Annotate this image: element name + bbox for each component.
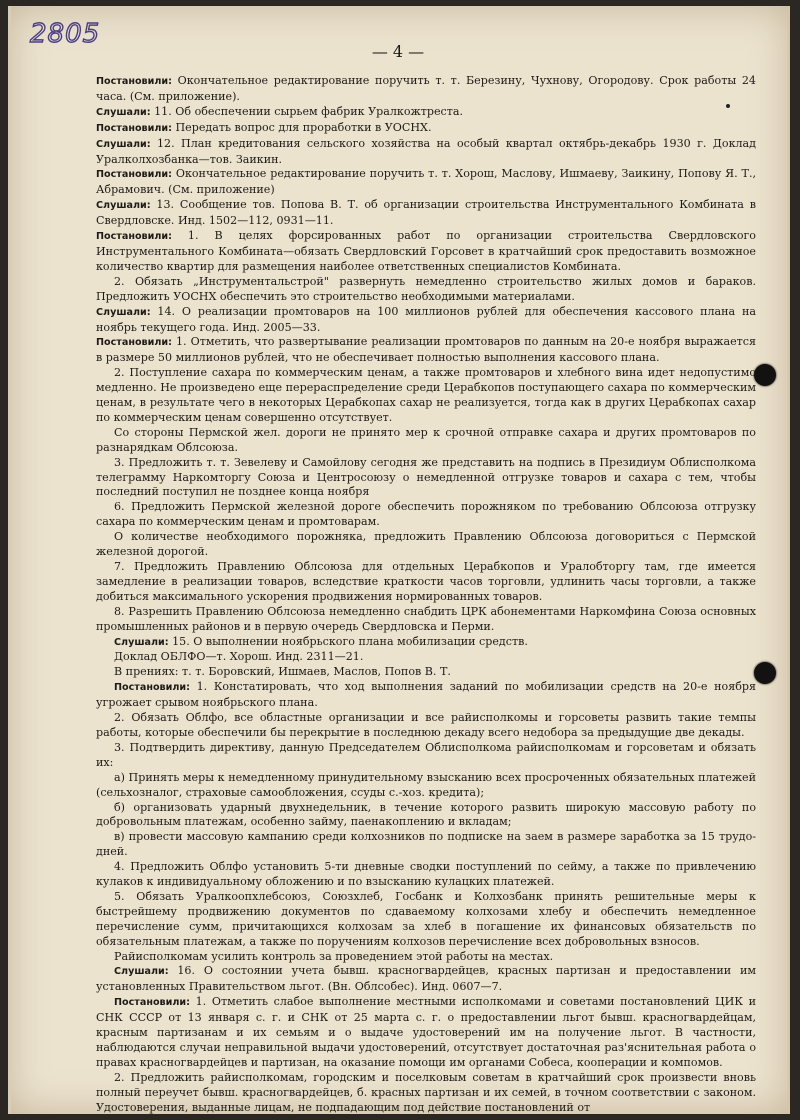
paragraph-text: 1. Отметить слабое выполнение местными исполкомами и советами постановлений ЦИК и СНК СССР от 13 января с. г. и СНК от 25 марта с. г. о предоставлении льгот бывш. красногвардейцам, красным партизанам и их семьям и о выдаче удостоверений им на получение льгот. В частности, наблюдаются случаи неправильной выдачи удостоверений, отсутствует достаточная раз'яснительная работа о правах красногвардейцев и партизан, на оказание помощи им органами Собеса, кооперации и компомов. (96, 995, 756, 1069)
paragraph (96, 665, 756, 680)
paragraph (96, 950, 756, 965)
paragraph-text: 6. Предложить Пермской железной дороге обеспечить порожняком по требованию Облсоюза отгрузку сахара по коммерческим ценам и промтоварам. (96, 500, 756, 529)
paragraph (96, 530, 756, 560)
punch-hole-upper (754, 364, 776, 386)
paragraph (96, 1071, 756, 1114)
paragraph-label: Слушали: (114, 636, 169, 648)
paragraph-text: 3. Предложить т. т. Зевелеву и Самойлову сегодня же представить на подпись в Президиум Облисполкома телеграмму Наркомторгу Союза и Центросоюзу о немедленной отгрузке товаров и сахара с тем, чтобы последний поступил не позднее конца ноября (96, 455, 756, 499)
paragraph-text: В прениях: т. т. Боровский, Ишмаев, Маслов, Попов В. Т. (114, 665, 451, 679)
paragraph (96, 605, 756, 635)
paragraph (96, 964, 756, 995)
paragraph (96, 335, 756, 366)
paragraph-text: 2. Поступление сахара по коммерческим ценам, а также промтоваров и хлебного вина идет недопустимо медленно. Не произведено еще перераспределение среди Церабкопов поступающего сахара по коммерческим ценам, в результате чего в некоторых Церабкопах сахар не реализуется, тогда как в других Церабкопах сахар по коммерческим ценам совершенно отсутствует. (96, 366, 756, 424)
paragraph-text: Райисполкомам усилить контроль за проведением этой работы на местах. (114, 949, 554, 963)
paragraph-label: Постановили: (114, 682, 190, 694)
paragraph-text: Окончательное редактирование поручить т. т. Березину, Чухнову, Огородову. Срок работы 24 часа. (См. приложение). (96, 74, 756, 103)
paragraph (96, 121, 756, 137)
paragraph (96, 366, 756, 426)
paragraph (96, 995, 756, 1071)
paragraph (96, 305, 756, 336)
paragraph (96, 890, 756, 950)
paragraph-label: Слушали: (96, 200, 151, 212)
paragraph (96, 167, 756, 198)
paragraph-text: 1. В целях форсированных работ по организации строительства Свердловского Инструментального Комбината—обязать Свердловский Горсовет в кратчайший срок предоставить возможное количество квартир для размещения наиболее ответственных специалистов Комбината. (96, 229, 756, 273)
paragraph-text: 11. Об обеспечении сырьем фабрик Уралкожтреста. (150, 104, 464, 118)
paragraph (96, 741, 756, 771)
paragraph-text: О количестве необходимого порожняка, предложить Правлению Облсоюза договориться с Пермской железной дорогой. (96, 530, 756, 559)
paragraph-text: 1. Констатировать, что ход выполнения заданий по мобилизации средств на 20-е ноября угрожает срывом ноябрьского плана. (96, 680, 756, 710)
paragraph (96, 275, 756, 305)
archive-number-stamp: 2805 (30, 19, 101, 49)
paragraph (96, 860, 756, 890)
paragraph (96, 198, 756, 229)
paragraph-text: 13. Сообщение тов. Попова В. Т. об организации строительства Инструментального Комбината в Свердловске. Инд. 1502—112, 0931—11. (96, 198, 756, 228)
paragraph-text: 1. Отметить, что развертывание реализации промтоваров по данным на 20-е ноября выражается в размере 50 миллионов рублей, что не обеспечивает полностью выполнения кассового плана. (96, 335, 756, 365)
paragraph (96, 137, 756, 168)
paragraph (96, 426, 756, 456)
paragraph-text: в) провести массовую кампанию среди колхозников по подписке на заем в размере заработка за 15 трудо-дней. (96, 830, 756, 859)
paragraph-label: Слушали: (96, 138, 151, 150)
paragraph (96, 680, 756, 711)
paragraph-text: Окончательное редактирование поручить т. т. Хорош, Маслову, Ишмаеву, Заикину, Попову Я. Т., Абрамович. (См. приложение) (96, 167, 756, 197)
paragraph-label: Постановили: (96, 76, 172, 87)
paragraph (96, 456, 756, 501)
paragraph-text: а) Принять меры к немедленному принудительному взысканию всех просроченных обязательных платежей (сельхозналог, страховые самообложения, ссуды с.-хоз. кредита); (96, 770, 756, 799)
paragraph (96, 711, 756, 741)
paragraph-label: Слушали: (114, 966, 169, 978)
paragraph-text: 15. О выполнении ноябрьского плана мобилизации средств. (168, 634, 528, 648)
paragraph-text: 2. Обязать Облфо, все областные организации и все райисполкомы и горсоветы развить такие темпы работы, которые обеспечили бы перекрытие в последнюю декаду всего недобора за предыдущие две декады. (96, 711, 756, 739)
paragraph-text: 8. Разрешить Правлению Облсоюза немедленно снабдить ЦРК абонементами Наркомфина Союза основных промышленных районов и в первую очередь Свердловска и Перми. (96, 604, 756, 633)
paragraph-text: 2. Предложить райисполкомам, городским и поселковым советам в кратчайший срок произвести вновь полный переучет бывш. красногвардейцев, б. красных партизан и их семей, в точном соответствии с законом. Удостоверения, выданные лицам, не подпадающим под действие постановлений от (96, 1070, 756, 1114)
page-number: — 4 — (371, 42, 425, 61)
paragraph-label: Постановили: (96, 122, 172, 134)
paragraph (96, 771, 756, 801)
paragraph-text: 2. Обязать „Инструментальстрой" развернуть немедленно строительство жилых домов и бараков. Предложить УОСНХ обеспечить это строительство необходимыми материалами. (96, 274, 756, 303)
paragraph-label: Слушали: (96, 306, 151, 318)
paragraph (96, 105, 756, 121)
punch-hole-lower (754, 662, 776, 684)
paragraph (96, 830, 756, 860)
paragraph (96, 500, 756, 530)
document-body (96, 74, 756, 1114)
paragraph-text: 14. О реализации промтоваров на 100 миллионов рублей для обеспечения кассового плана на ноябрь текущего года. Инд. 2005—33. (96, 304, 756, 334)
paragraph-label: Постановили: (96, 231, 172, 243)
paragraph (96, 650, 756, 665)
paragraph-label: Постановили: (114, 997, 190, 1009)
paragraph-text: 7. Предложить Правлению Облсоюза для отдельных Церабкопов и Уралобторгу там, где имеется замедление в реализации товаров, вследствие краткости часов торговли, удлинить часы торговли, а также добиться максимального ускорения продвижения нормированных товаров. (96, 560, 756, 603)
paragraph (96, 74, 756, 105)
paragraph (96, 229, 756, 275)
paragraph-text: б) организовать ударный двухнедельник, в течение которого развить широкую массовую работу по добровольным платежам, особенно займу, паенакоплению и вкладам; (96, 800, 756, 829)
paragraph-label: Слушали: (96, 106, 151, 118)
paragraph-label: Постановили: (96, 169, 172, 181)
document-page (8, 6, 790, 1114)
paragraph-text: Доклад ОБЛФО—т. Хорош. Инд. 2311—21. (114, 650, 364, 664)
paragraph (96, 635, 756, 651)
paragraph (96, 560, 756, 605)
paragraph (96, 801, 756, 831)
paragraph-text: Передать вопрос для проработки в УОСНХ. (171, 120, 432, 134)
paragraph-text: 4. Предложить Облфо установить 5-ти дневные сводки поступлений по сейму, а также по привлечению кулаков к индивидуальному обложению и по взысканию кулацких платежей. (96, 860, 756, 889)
paragraph-text: 16. О состоянии учета бывш. красногвардейцев, красных партизан и предоставлении им установленных Правительством льгот. (Вн. Облсобес). Инд. 0607—7. (96, 964, 756, 994)
paragraph-label: Постановили: (96, 337, 172, 349)
paragraph-text: 3. Подтвердить директиву, данную Председателем Облисполкома райисполкомам и горсоветам и обязать их: (96, 740, 756, 769)
paragraph-text: Со стороны Пермской жел. дороги не принято мер к срочной отправке сахара и других промтоваров по разнарядкам Облсоюза. (96, 425, 756, 454)
paragraph-text: 5. Обязать Уралкоопхлебсоюз, Союзхлеб, Госбанк и Колхозбанк принять решительные меры к быстрейшему продвижению документов по сдаваемому колхозами хлебу и обеспечить немедленное перечисление сумм, причитающихся колхозам за хлеб в погашение их финансовых обязательств по обязательным платежам, а также по поручениям колхозов перечисление всех добровольных взносов. (96, 889, 756, 948)
paragraph-text: 12. План кредитования сельского хозяйства на особый квартал октябрь-декабрь 1930 г. Доклад Уралколхозбанка—тов. Заикин. (96, 136, 756, 166)
